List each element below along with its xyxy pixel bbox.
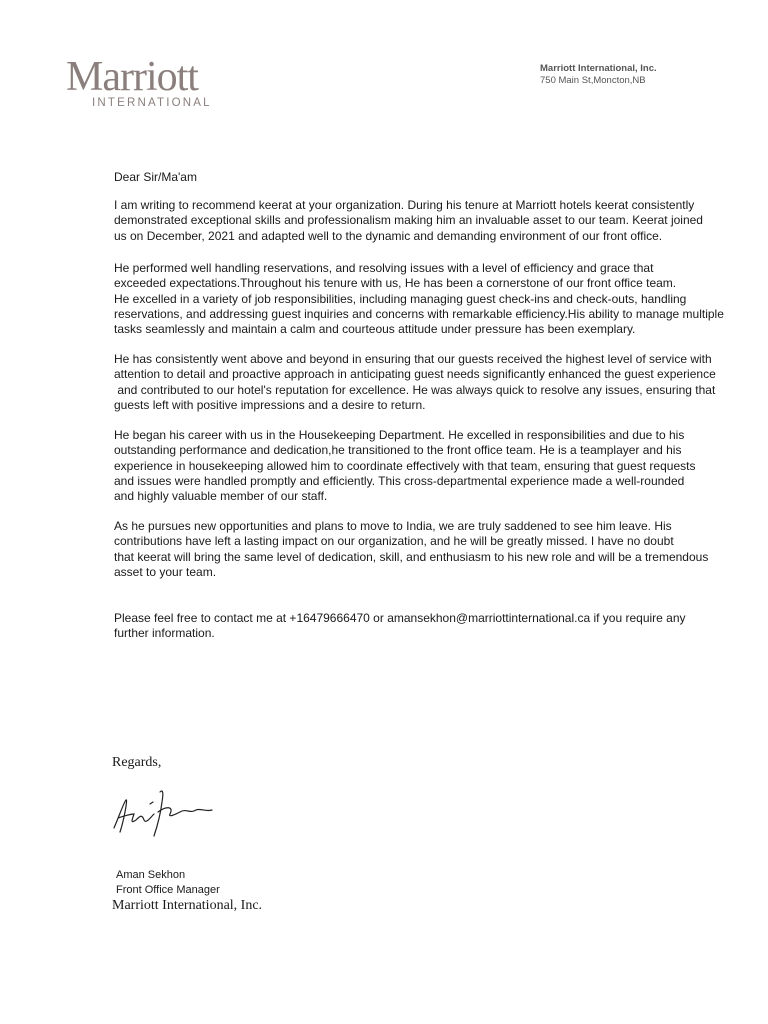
paragraph-line: As he pursues new opportunities and plans to move to India, we are truly saddened to see him leave. His <box>114 519 672 533</box>
paragraph-line: and highly valuable member of our staff. <box>114 489 328 504</box>
paragraph-line: He excelled in a variety of job responsibilities, including managing guest check-ins and check-outs, handling <box>114 291 687 306</box>
paragraph-line: and issues were handled promptly and efficiently. This cross-departmental experience made a well-rounded <box>114 473 685 488</box>
signer-company: Marriott International, Inc. <box>112 898 263 913</box>
paragraph-line: experience in housekeeping allowed him to coordinate effectively with that team, ensuring that guest requests <box>114 458 696 473</box>
paragraph-line: contributions have left a lasting impact on our organization, and he will be greatly missed. I have no doubt <box>114 534 674 549</box>
paragraph-line: He performed well handling reservations, and resolving issues with a level of efficiency and grace that <box>114 261 654 275</box>
closing: Regards, <box>112 755 162 770</box>
paragraph-line: demonstrated exceptional skills and professionalism making him an invaluable asset to our team. Keerat joined <box>114 213 703 228</box>
marriott-logo <box>66 56 226 112</box>
paragraph-1 <box>114 198 754 244</box>
paragraph-line: I am writing to recommend keerat at your organization. During his tenure at Marriott hotels keerat consistently <box>114 198 695 212</box>
logo-subtitle: INTERNATIONAL <box>92 97 212 109</box>
signer-name: Aman Sekhon <box>116 869 186 881</box>
paragraph-4 <box>114 428 754 504</box>
signer-block <box>116 868 220 898</box>
letterhead-address: 750 Main St,Moncton,NB <box>540 75 646 86</box>
letterhead-company-name: Marriott International, Inc. <box>540 63 657 74</box>
paragraph-line: exceeded expectations.Throughout his tenure with us, He has been a cornerstone of our front office team. <box>114 276 677 291</box>
paragraph-line: asset to your team. <box>114 564 217 579</box>
paragraph-2 <box>114 261 754 337</box>
paragraph-line: He has consistently went above and beyond in ensuring that our guests received the highest level of service with <box>114 352 712 366</box>
logo-wordmark: Marriott <box>66 54 198 100</box>
paragraph-line: He began his career with us in the Housekeeping Department. He excelled in responsibilities and due to his <box>114 428 685 442</box>
paragraph-line: Please feel free to contact me at +16479666470 or amansekhon@marriottinternational.ca if you require any <box>114 611 686 625</box>
paragraph-5 <box>114 519 754 580</box>
paragraph-line: that keerat will bring the same level of dedication, skill, and enthusiasm to his new role and will be a tremendous <box>114 549 709 564</box>
paragraph-line: and contributed to our hotel's reputation for excellence. He was always quick to resolve any issues, ensuring that <box>114 382 716 397</box>
paragraph-line: outstanding performance and dedication,he transitioned to the front office team. He is a teamplayer and his <box>114 443 682 458</box>
paragraph-line: tasks seamlessly and maintain a calm and courteous attitude under pressure has been exemplary. <box>114 322 636 337</box>
paragraph-line: attention to detail and proactive approach in anticipating guest needs significantly enhanced the guest experience <box>114 367 716 382</box>
paragraph-line: us on December, 2021 and adapted well to the dynamic and demanding environment of our front office. <box>114 228 663 243</box>
paragraph-6 <box>114 611 754 642</box>
signature-image <box>110 784 220 844</box>
paragraph-3 <box>114 352 754 413</box>
paragraph-line: further information. <box>114 626 215 641</box>
salutation: Dear Sir/Ma'am <box>114 170 197 184</box>
paragraph-line: guests left with positive impressions and a desire to return. <box>114 397 426 412</box>
paragraph-line: reservations, and addressing guest inquiries and concerns with remarkable efficiency.His ability to manage multiple <box>114 306 724 321</box>
signer-title: Front Office Manager <box>116 884 220 896</box>
letterhead-address-block <box>540 63 657 87</box>
